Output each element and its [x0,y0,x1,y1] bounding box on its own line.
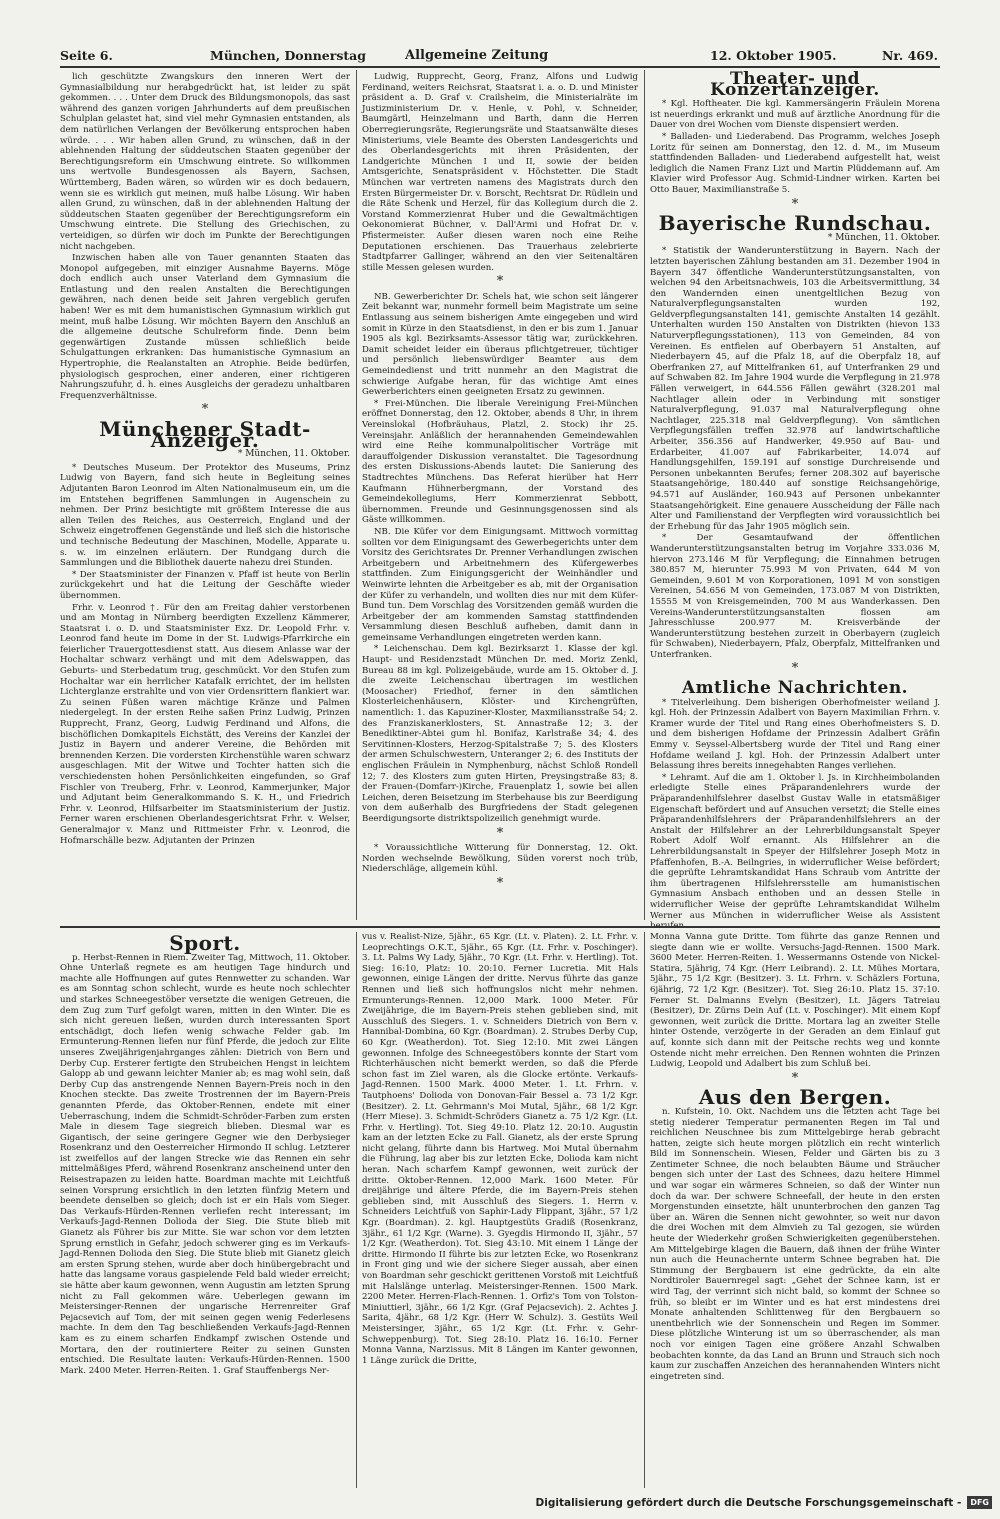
header-rule [60,66,940,68]
page-header [60,46,940,66]
dfg-logo: DFG [967,1496,992,1509]
column-divider [356,932,357,1488]
credit-text: Digitalisierung gefördert durch die Deutsche Forschungsgemeinschaft - [535,1496,962,1509]
article-text: * Kgl. Hoftheater. Die kgl. Kammersängerin Fräulein Morena ist neuerdings erkrankt und muß auf ärztliche Anordnung für die Dauer von drei Wochen vom Dienste dispensiert werden. [650,99,940,131]
article-text: Frhr. v. Leonrod †. Für den am Freitag dahier verstorbenen und am Montag in Nürnberg beerdigten Exzellenz Kämmerer, Staatsrat i. o. D. und Staatsminister Exz. Dr. Leopold Frhr. v. Leonrod fand heute im Dome in der St. Ludwigs-Pfarrkirche ein feierlicher Trauergottesdienst statt. Aus diesem Anlasse war der Hochaltar schwarz verhängt und mit dem Adelswappen, das Geburts- und Sterbedatum trug, geschmückt. Vor den Stufen zum Hochaltar war ein herrlicher Katafalk errichtet, der im hellsten Lichterglanze erstrahlte und von vier Ordensrittern flankiert war. Zu seinen Füßen waren mächtige Kränze und Palmen niedergelegt. In der ersten Reihe saßen Prinz Ludwig, Prinzen Rupprecht, Franz, Georg, Ludwig Ferdinand und Alfons, die bischöflichen Domkapitels Eichstätt, des Vereins der Kanzlei der Justiz in Bayern und anderer Vereine, die Behörden mit brennenden Kerzen. Die vordersten Kirchenstühle waren schwarz ausgeschlagen. Mit der Witwe und Tochter hatten sich die verschiedensten hohen Persönlichkeiten eingefunden, so Graf Fischler von Treuberg, Frhr. v. Leonrod, Kammerjunker, Major und Adjutant beim Generalkommando S. K. H., und Friedrich Frhr. v. Leonrod, Hilfsarbeiter im Staatsministerium der Justiz. Ferner waren erschienen Oberlandesgerichtsrat Frhr. v. Welser, Generalmajor v. Manz und Rittmeister Frhr. v. Leonrod, die Hofmarschälle bezw. Adjutanten der Prinzen [60,602,350,846]
column-2 [362,72,638,920]
column-3 [650,69,940,921]
column-divider [644,70,645,920]
column-divider [356,70,357,920]
article-text: Ludwig, Rupprecht, Georg, Franz, Alfons und Ludwig Ferdinand, weiters Reichsrat, Staatsrat i. a. o. D. und Minister präsident a. D. Graf v. Crailsheim, die Ministerialräte im Justizministerium Dr. v. Henle, v. Pohl, v. Schneider, Baumgärtl, Heinzelmann und Barth, dann die Herren Oberregierungsräte, Regierungsräte und Staatsanwälte dieses Ministeriums, viele Beamte des Obersten Landesgerichts und des Oberlandesgerichts mit ihren Präsidenten, der Landgerichte München I und II, sowie der beiden Amtsgerichte, Senatspräsident v. Höchstetter. Die Stadt München war vertreten namens des Magistrats durch den Ersten Bürgermeister Dr. v. Borscht, Rechtsrat Dr. Rüdlein und die Räte Schenk und Herzel, für das Kollegium durch die 2. Vorstand Kommerzienrat Huber und die Gewaltmächtigen Oekonomierat Büchner, v. Dall'Armi und Hofrat Dr. v. Pfistermeister. Außer diesen waren noch eine Reihe Deputationen erschienen. Das Trauerhaus zelebrierte Stadtpfarrer Gallinger, während an den vier Seitenaltären stille Messen gelesen wurden. [362,72,638,273]
article-text: * Leichenschau. Dem kgl. Bezirksarzt 1. Klasse der kgl. Haupt- und Residenzstadt München Dr. med. Moriz Zenkl, Bureau 88 im kgl. Polizeigebäude, wurde am 15. Oktober d. J. die zweite Leichenschau übertragen im westlichen (Moosacher) Friedhof, ferner in den sämtlichen Klosterleichenhäusern, Klöster- und Kirchengrüften, namentlich: 1. das Kapuziner-Kloster, Maxmiliansstraße 54; 2. des Franziskanerklosters, St. Annastraße 12; 3. der Benediktiner-Abtei gum hl. Bonifaz, Karlstraße 34; 4. des Servitinnen-Klosters, Herzog-Spitalstraße 7; 5. des Klosters der armen Schulschwestern, Unteranger 2; 6. des Instituts der englischen Fräulein in Nymphenburg, nächst Schloß Rondell 12; 7. des Klosters zum guten Hirten, Preysingstraße 83; 8. der Frauen-(Domfarr-)Kirche, Frauenplatz 1, sowie bei allen Leichen, deren Beisetzung im Sterbehause bis zur Beerdigung von dem außerhalb des Burgfriedens der Stadt gelegenen Beerdigungsorte distriktspolizeilich genehmigt wurde. [362,644,638,824]
column-1 [60,72,350,920]
separator-star: * [791,196,799,212]
article-text: * Titelverleihung. Dem bisherigen Oberhofmeister weiland J. kgl. Hoh. der Prinzessin Adalbert von Bayern Maximilian Frhrn. v. Kramer wurde der Titel und Rang eines Oberhofmeisters S. D. und dem bisherigen Hofdame der Prinzessin Adalbert Gräfin Emmy v. Seyssel-Albertsberg wurde der Titel und Rang einer Hofdame weiland J. kgl. Hoh. der Prinzessin Adalbert unter Belassung ihres bereits innegehabten Ranges verliehen. [650,697,940,772]
section-title: Theater- und Konzertanzeiger. [710,69,880,100]
article-text: * Deutsches Museum. Der Protektor des Museums, Prinz Ludwig von Bayern, fand sich heute in Begleitung seines Adjutanten Baron Leonrod im Alten Nationalmuseum ein, um die im Entstehen begriffenen Sammlungen in Augenschein zu nehmen. Der Prinz besichtigte mit größtem Interesse die aus allen Teilen des Reiches, aus Oesterreich, England und der Schweiz eingetroffenen Gegenstände und ließ sich die historische und technische Bedeutung der Maschinen, Modelle, Apparate u. s. w. im einzelnen erläutern. Der Rundgang durch die Sammlungen und die Bibliothek dauerte nahezu drei Stunden. [60,462,350,569]
separator-star: * [496,825,504,841]
article-text: lich geschützte Zwangskurs den inneren Wert der Gymnasialbildung nur herabgedrückt hat, ist leider zu spät gekommen. . . . Unter dem Druck des Bildungsmonopols, das sast während des ganzen vorigen Jahrhunderts auf dem preußischen Schulplan gelastet hat, sind viel mehr Gymnasien entstanden, als dem natürlichen Verlangen der Bevölkerung entsprochen haben würde. . . . Wir haben allen Grund, zu wünschen, daß in der ablehnenden Haltung der süddeutschen Staaten gegenüber der Berechtigungsreform ein Umschwung eintrete. So willkommen uns wertvolle Bundesgenossen als Bayern, Sachsen, Württemberg, Baden wären, so würden wir es doch bedauern, wenn sie es wirklich gut meinen, muß halbe Lösung. Wir haben allen Grund, zu wünschen, daß in der ablehnenden Haltung der süddeutschen Staaten gegenüber der Berechtigungsreform ein Umschwung eintrete. Die Stellung des Griechischen, zu verteidigen, so dürfen wir doch im Punkte der Berechtigungen nicht nachgeben. [60,72,350,252]
column-divider [644,932,645,1488]
article-text: n. Kufstein, 10. Okt. Nachdem uns die letzten acht Tage bei stetig niederer Temperatur permanenten Regen im Tal und reichlichen Neuschnee bis zum Mittelgebirge herab gebracht hatten, zeigte sich heute morgen plötzlich ein recht winterlich Bild im Sonnenschein. Wiesen, Felder und Gärten bis zu 3 Zentimeter Schnee, die noch belaubten Bäume und Sträucher bengen sich unter der Last des Schnees, dazu heitere Himmel und war sogar ein wärmeres Schneien, so daß der Winter nun doch da war. Der schwere Schneefall, der heute in den ersten Morgenstunden einsetzte, hält ununterbrochen den ganzen Tag über an. Wären die Sennen nicht gewohnter, so weit nur davon die drei Wochen mit dem Almvieh zu Tal gezogen, sie würden heute der Wiederkehr großen Schwierigkeiten gegenüberstehen. Am Mittelgebirge klagen die Bauern, daß ihnen der frühe Winter nun auch die Heunachernte unterm Schnee begraben hat. Die Stimmung der Bergbauern ist eine gedrückte, da ein alte Nordtiroler Bauernregel sagt: „Gehet der Schnee kann, ist er wird Tag, der verrinnt sich nicht bald, so kommt der Schnee so früh, so bleibt er im Winter und es hat erst mindestens drei Monate anhaltenden Schlittenweg für den Bergbauern so unentbehrlich wie der Sonnenschein und Regen im Sommer. Diese plötzliche Winterung ist um so überraschender, als man noch vor einigen Tagen eine größere Anzahl Schwalben beobachten konnte, da das Land an Brunn und Strauch sich noch kaum zur zuschaffen Anzeichen des herannahenden Winters nicht eingetreten sind. [650,1106,940,1382]
dateline: * München, 11. Oktober. [827,232,940,243]
separator-star: * [496,274,504,290]
section-title: Bayerische Rundschau. [658,211,932,236]
article-text: NB. Die Küfer vor dem Einigungsamt. Mittwoch vormittag sollten vor dem Einigungsamt des Gewerbegerichts unter dem Vorsitz des Gerichtsrates Dr. Prenner Verhandlungen zwischen Arbeitgebern und Arbeitnehmern des Küfergewerbes stattfinden. Zum Einigungsgericht der Weinhändler und Weinwirte lehnten die Arbeitgeber es ab, mit der Organisation der Küfer zu verhandeln, und wollten dies nur mit dem Küfer-Bund tun. Dem Vorschlag des Vorsitzenden gemäß wurden die Arbeitgeber der am kommenden Samstag stattfindenden Versammlung diesen Beschluß aufheben, damit dann in gemeinsame Verhandlungen eingetreten werden kann. [362,526,638,643]
article-text: Monna Vanna gute Dritte. Tom führte das ganze Rennen und siegte dann wie er wollte. Versuchs-Jagd-Rennen. 1500 Mark. 3600 Meter. Herren-Reiten. 1. Wessermanns Ostende von Nickel-Statira, 5jährig, 74 Kgr. (Herr Leibrand). 2. Lt. Mühes Mortara, 5jähr., 75 1/2 Kgr. (Besitzer). 3. Lt. Frhrn. v. Schäzlers Fortuna, 6jährig, 72 1/2 Kgr. (Besitzer). Tot. Sieg 26:10. Platz 15. 37:10. Ferner St. Dalmanns Evelyn (Besitzer), Lt. Jägers Tatreiau (Besitzer), Dr. Zürns Dein Auf (Lt. v. Poschinger). Mit einem Kopf gewonnen, weit zurück die Dritte. Mortara lag an zweiter Stelle hinter Ostende, verzögerte in der Geraden an dem Einlauf gut auf, konnte sich dann mit der Peitsche rechts weg und konnte Ostende nicht mehr erreichen. Den Rennen wohnten die Prinzen Ludwig, Leopold und Adalbert bis zum Schluß bei. [650,932,940,1070]
page-number: Seite 6. [60,48,113,63]
article-text: * Der Staatsminister der Finanzen v. Pfaff ist heute von Berlin zurückgekehrt und hat die Leitung der Geschäfte wieder übernommen. [60,569,350,601]
weather-report: * Voraussichtliche Witterung für Donnerstag, 12. Okt. Norden wechselnde Bewölkung, Süden vorerst noch trüb, Niederschläge, allgemein kühl. [362,843,638,875]
article-text: * Lehramt. Auf die am 1. Oktober l. Js. in Kirchheimbolanden erledigte Stelle eines Präparandenlehrers wurde der Präparandenhilfslehrer daselbst Gustav Walle in etatsmäßiger Eigenschaft befördert und auf Ansuchen versetzt; die Stelle eines Präparandenhilfslehrers der Präparandenhilfslehrers an der Anstalt der Hilfslehrer an der Lehrerbildungsanstalt Speyer Robert Adolf Wolf ernannt. Als Hilfslehrer an die Lehrerbildungsanstalt in Speyer der Hilfslehrer Joseph Motz in Pfaffenhofen, B.-A. Beilngries, in widerruflicher Weise befördert; die geprüfte Lehramtskandidat Hans Schraub vom Antritte der ihm übertragenen Hilfslehrersstelle am humanistischen Gymnasium Ansbach enthoben und an dessen Stelle in widerruflicher Weise der geprüfte Lehramtskandidat Wilhelm Werner aus München in widerruflicher Weise als Assistent [650,772,940,921]
separator-star: * [791,661,799,677]
separator-star: * [201,402,209,418]
sport-column-3 [650,932,940,1488]
article-text: * Der Gesamtaufwand der öffentlichen Wanderunterstützungsanstalten betrug im Vorjahre 333.036 M, hiervon 273.146 M für Verpflegung; die Einnahmen betrugen 380.857 M, hierunter 75.993 M von Privaten, 644 M von Gemeinden, 9.601 M von Korporationen, 1091 M von sonstigen Vereinen, 54.656 M von Gemeinden, 173.087 M von Distrikten, 15555 M von Kreisgemeinden, 700 M aus Wanderkassen. Den Vereins-Wanderunterstützungsanstalten flossen am Jahresschlusse 200.977 M. Kreisverbände der Wanderunterstützung bestehen zurzeit in Oberbayern (zugleich für Schwaben), Niederbayern, Pfalz, Oberpfalz, Mittelfranken und Unterfranken. [650,533,940,660]
article-text: NB. Gewerberichter Dr. Schels hat, wie schon seit längerer Zeit bekannt war, nunmehr formell beim Magistrate um seine Entlassung aus seinem bisherigen Amte eingegeben und wird somit in Kürze in den Staatsdienst, in den er bis zum 1. Januar 1905 als kgl. Bezirksamts-Assessor tätig war, zurückkehren. Damit scheidet leider ein überaus pflichtgetreuer, tüchtiger und persönlich liebenswürdiger Beamter aus dem Gemeindedienst und tritt nunmehr an den Magistrat die schwierige Aufgabe heran, für das wichtige Amt eines Gewerberichters einen geeigneten Ersatz zu gewinnen. [362,291,638,398]
section-title: Münchener Stadt-Anzeiger. [99,417,311,452]
section-rule [60,926,940,928]
sport-column-1 [60,932,350,1488]
separator-star: * [791,1070,799,1086]
newspaper-name: Allgemeine Zeitung [405,48,549,63]
article-text: Inzwischen haben alle von Tauer genannten Staaten das Monopol aufgegeben, mit einziger Ausnahme Bayerns. Möge doch endlich auch unser Vaterland dem Gymnasium die Entlastung und den realen Anstalten die Berechtigungen gewähren, nach denen beide seit Jahren vergeblich gerufen haben! Wer es mit dem humanistischen Gymnasium wirklich gut meint, muß halbe Lösung. Wir möchten Bayern den Anschluß an die allgemeine deutsche Schulreform finde. Denn beim gegenwärtigen Zustande müssen schließlich beide Schulgattungen erkranken: Das humanistische Gymnasium an Hypertrophie, die Realanstalten an Atrophie. Beide bedürfen, physiologisch gesprochen, einer anderen, einer richtigeren Nahrungszufuhr, d. h. eines Ausgleichs der geradezu unhaltbaren Frequenzverhältnisse. [60,253,350,401]
article-text: p. Herbst-Rennen in Riem. Zweiter Tag, Mittwoch, 11. Oktober. Ohne Unterlaß regnete es am heutigen Tage hindurch und machte alle Hoffnungen auf gutes Rennwetter zu schanden. War es am Sonntag schon schlecht, wurde es heute noch schlechter und starkes Schneegestöber versetzte die wenigen Getreuen, die dem Zug zum Turf gefolgt waren, mitten in den Winter. Die es sich nicht gereuen ließen, wurden durch interessanten Sport entschädigt, doch liefen wenig schwache Felder gab. Im Ermunterung-Rennen liefen nur fünf Pferde, die jedoch zur Elite unseres Zweijährigenjahrganges zählen: Dietrich von Bern und Derby Cup. Ersterer fertigte den Strubeichen Hengst in leichtem Galopp ab und gewann leichter Manier ab; es mag wohl sein, daß Derby Cup das anstrengende Nennen Bayern-Preis noch in den Knochen steckte. Das zweite Trostrennen der im Bayern-Preis genannten Pferde, das Oktober-Rennen, endete mit einer Ueberraschung, indem die Schmidt-Schröder-Farben zum ersten Male in diesem Tage siegreich blieben. Diesmal war es Gigantisch, der seine geringere Gegner wie den Derbysieger Rosenkranz und den Oesterreicher Hirmondo II schlug. Letzterer ist zweifellos auf der langen Strecke wie das Rennen ein sehr mittelmäßiges Pferd, während Rosenkranz anscheinend unter den Reisestrapazen zu leiden hatte. Boardman machte mit Leichtfuß seinen Vorsprung ersichtlich in den letzten fünfzig Metern und beendete denselben so gleich; doch ist er ein Hals vom Sieger. Das Verkaufs-Hürden-Rennen verliefen recht interessant; im Verkaufs-Jagd-Rennen Dolioda der Sieg. Die Stute blieb mit Gianetz als Führer bis zur Mitte. Sie war schon vor dem letzten Sprung ernstlich in Gefahr, jedoch schwerer ging es im Verkaufs-Jagd-Rennen Dolioda den Sieg. Die Stute blieb mit Gianetz gleich am ersten Sprung stehen, wurde aber doch hinübergebracht und hatte das langsame voraus gaspielende Feld bald wieder erreicht; sie hätte aber kaum gewonnen, wenn Augustin am letzten Sprung nicht zu Fall gekommen wäre. Ueberlegen gewann im Meistersinger-Rennen der ungarische Herrenreiter Graf Pejacsevich auf Tom, der mit seinen gegen wenig Federlesens machte. In dem den Tag beschließenden Verkaufs-Jagd-Rennen kam es zu einem scharfen Endkampf zwischen Ostende und Mortara, den der routiniertere Reiter zu seinen Gunsten entschied. Die Resultate lauten: Verkaufs-Hürden-Rennen. 1500 Mark. 2400 Meter. Herren-Reiten. 1. Graf Stauffenbergs Ner- [60,952,350,1376]
article-text: * Frei-München. Die liberale Vereinigung Frei-München eröffnet Donnerstag, den 12. Oktober, abends 8 Uhr, in ihrem Vereinslokal (Hofbräuhaus, Platzl, 2. Stock) ihr 25. Vereinsjahr. Anläßlich der herannahenden Gemeindewahlen wird eine Reihe kommunalpolitischer Vorträge mit darauffolgender Diskussion veranstaltet. Die Tagesordnung des ersten Diskussions-Abends lautet: Die Sanierung des Stadtrechtes Münchens. Das Referat hierüber hat Herr Kaufmann Hühnerbergmann, der Vorstand des Gemeindekollegiums, Herr Kommerzienrat Sebbott, übernommen. Freunde und Gesinnungsgenossen sind als Gäste willkommen. [362,398,638,526]
section-title: Amtliche Nachrichten. [681,678,909,699]
article-text: vus v. Realist-Nize, 5jähr., 65 Kgr. (Lt. v. Platen). 2. Lt. Frhr. v. Leoprechtings O.K.T., 5jähr., 65 Kgr. (Lt. Frhr. v. Poschinger). 3. Lt. Palms Wy Lady, 5jähr., 70 Kgr. (Lt. Frhr. v. Hertling). Tot. Sieg: 16:10, Platz: 10. 20:10. Ferner Lucretia. Mit Hals gewonnen, einige Längen der dritte. Nervus führte das ganze Rennen und ließ sich hoffnungslos nicht mehr nehmen. Ermunterungs-Rennen. 12,000 Mark. 1000 Meter. Für Zweijährige, die im Bayern-Preis stehen geblieben sind, mit Ausschluß des Siegers. 1. v. Schneiders Dietrich von Bern v. Hannibal-Dombina, 60 Kgr. (Boardman). 2. Strubes Derby Cup, 60 Kgr. (Weatherdon). Tot. Sieg 12:10. Mit zwei Längen gewonnen. Infolge des Schneegestöbers konnte der Start vom Richterhäuschen nicht bemerkt werden, so daß die Pferde schon fast im Ziel waren, als die Glocke ertönte. Verkaufs-Jagd-Rennen. 1500 Mark. 4000 Meter. 1. Lt. Frhrn. v. Tautphoens' Dolioda von Donovan-Fair Bessel a. 73 1/2 Kgr. (Besitzer). 2. Lt. Gehrmann's Moi Mutal, 5jähr., 68 1/2 Kgr. (Herr Miese). 3. Schmidt-Schröders Gianetz a. 75 1/2 Kgr. (Lt. Frhr. v. Hertling). Tot. Sieg 49:10. Platz 12. 20:10. Augustin kam an der letzten Ecke zu Fall. Gianetz, als der erste Sprung nicht gelang, führte dann bis Hartweg. Moi Mutal übernahm die Führung, lag aber bis zur letzten Ecke, Dolioda kam nicht heran. Nach scharfem Kampf gewonnen, weit zurück der dritte. Oktober-Rennen. 12,000 Mark. 1600 Meter. Für dreijährige und ältere Pferde, die im Bayern-Preis stehen geblieben sind, mit Ausschluß des Siegers. 1. Herrn v. Schneiders Leichtfuß von Saphir-Lady Flippant, 3jähr., 57 1/2 Kgr. (Boardman). 2. kgl. Hauptgestüts Gradiß (Rosenkranz, 3jähr., 61 1/2 Kgr. (Warne). 3. Gyegdis Hirmondo II, 3jähr., 57 1/2 Kgr. (Weatherdon). Tot. Sieg 43:10. Mit einem 1 Länge der dritte. Hirmondo II führte bis zur letzten Ecke, wo Rosenkranz in Front ging und wie der sichere Sieger aussah, aber einen von Boardman sehr geschickt gerittenen Vorstoß mit Leichtfuß mit Halslänge unterlag. Meistersinger-Rennen. 1500 Mark. 2200 Meter. Herren-Flach-Rennen. 1. Orfiz's Tom von Tolston-Miniuttierl, 3jähr., 66 1/2 Kgr. (Graf Pejacsevich). 2. Achtes J. Sarita, 4jähr., 68 1/2 Kgr. (Herr W. Schulz). 3. Gestüts Weil Meistersinger, 3jähr., 65 1/2 Kgr. (Lt. Frhr. v. Gehr-Schweppenburg). Tot. Sieg 28:10. Platz 16. 16:10. Ferner Monna Vanna, Narzissus. Mit 8 Längen im Kanter gewonnen, 1 Länge zurück die Dritte, [362,932,638,1366]
section-title: Aus den Bergen. [698,1085,892,1110]
separator-star: * [496,875,504,891]
digitization-credit [536,1496,992,1509]
dateline: * München, 11. Oktober. [237,449,350,460]
article-text: * Balladen- und Liederabend. Das Programm, welches Joseph Loritz für seinen am Donnerstag, den 12. d. M., im Museum stattfindenden Balladen- und Liederabend aufgestellt hat, weist lediglich die Namen Franz Lizt und Martin Plüddemann auf. Am Klavier wird Professor Aug. Schmid-Lindner wirken. Karten bei Otto Bauer, Maximilianstraße 5. [650,131,940,195]
issue-number: Nr. 469. [882,48,939,63]
issue-date: 12. Oktober 1905. [710,48,837,63]
article-text: * Statistik der Wanderunterstützung in Bayern. Nach der letzten bayerischen Zählung bestanden am 31. Dezember 1904 in Bayern 347 öffentliche Wanderunterstützungsanstalten, von welchen 94 den Arbeitsnachweis, 103 die Arbeitsvermittlung, 34 den Wandernden einen unentgeltlichen Bezug von Naturalverpflegungsanstalten wurden 192, Geldverpflegungsanstalten 141, gemischte Anstalten 14 gezählt. Unterhalten wurden 150 Anstalten von Distrikten (hievon 133 Naturverpflegungsstationen), 113 von Gemeinden, 84 von Vereinen. Es entfielen auf Oberbayern 51 Anstalten, auf Niederbayern 45, auf die Pfalz 18, auf die Oberpfalz 18, auf Oberfranken 27, auf Mittelfranken 61, auf Unterfranken 29 und auf Schwaben 82. Im Jahre 1904 wurde die Verpflegung in 21.978 Fällen verweigert, in 644.556 Fällen gewährt (328.201 mal Nachtlager allein oder in Verbindung mit sonstiger Naturalverpflegung, 91.037 mal Naturalverpflegung ohne Nachtlager, 225.318 mal Geldverpflegung). Von sämtlichen Verpflegungsfällen treffen 32.978 auf landwirtschaftliche Arbeiter, 356.356 auf Handwerker, 49.950 auf Bau- und Erdarbeiter, 41.007 auf Fabrikarbeiter, 14.074 auf Handlungsgehilfen, 159.191 auf sonstige Durchreisende und Personen unbekannten Berufes; ferner 208.302 auf bayerische Staatsangehörige, 180.440 auf sonstige Reichsangehörige, 94.571 auf Ausländer, 160.943 auf Personen unbekannter Staatsangehörigkeit. Eine genauere Ausscheidung der Fälle nach Alter und Familienstand der Verpflegten wird voraussichtlich bei der Erhebung für das Jahr 1905 möglich sein. [650,246,940,532]
section-title: Sport. [169,931,241,955]
header-place: München, Donnerstag [210,48,366,63]
sport-column-2 [362,932,638,1488]
